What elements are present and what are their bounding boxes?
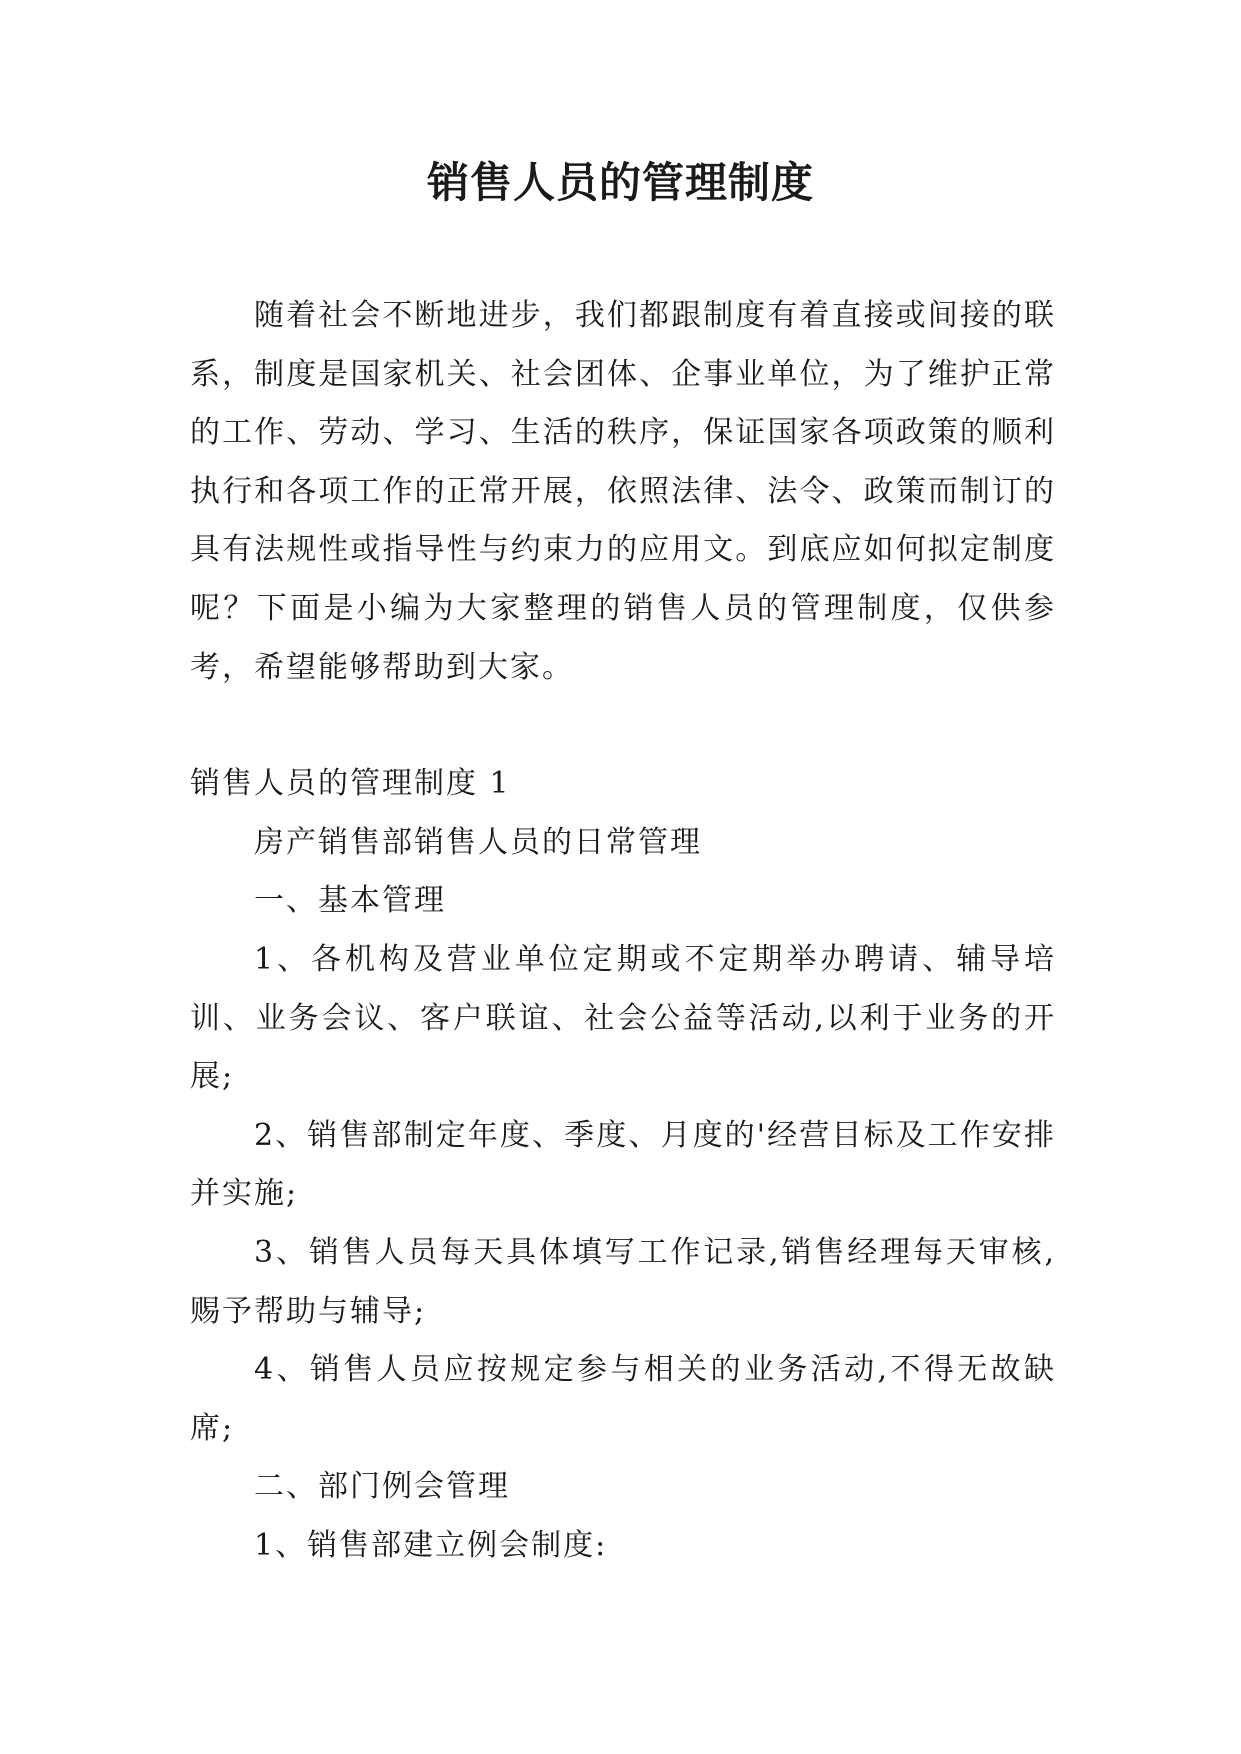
paragraph-item-4: 4、销售人员应按规定参与相关的业务活动,不得无故缺席; — [190, 1352, 1056, 1446]
document-title: 销售人员的管理制度 — [426, 158, 814, 207]
heading-meeting-management: 二、部门例会管理 — [254, 1469, 510, 1505]
intro-paragraph: 随着社会不断地进步，我们都跟制度有着直接或间接的联系，制度是国家机关、社会团体、企事业单位，为了维护正常的工作、劳动、学习、生活的秩序，保证国家各项政策的顺利执行和各项工作的正常开展，依照法律、法令、政策而制订的具有法规性或指导性与约束力的应用文。到底应如何拟定制度呢？下面是小编为大家整理的销售人员的管理制度，仅供参考，希望能够帮助到大家。 — [190, 298, 1056, 685]
paragraph-meeting-item-1: 1、销售部建立例会制度: — [254, 1527, 608, 1563]
paragraph-item-2: 2、销售部制定年度、季度、月度的'经营目标及工作安排并实施; — [190, 1117, 1056, 1212]
subtitle-paragraph: 房产销售部销售人员的日常管理 — [254, 824, 702, 860]
document-body — [190, 287, 1056, 1575]
heading-basic-management: 一、基本管理 — [254, 883, 446, 919]
paragraph-item-3: 3、销售人员每天具体填写工作记录,销售经理每天审核,赐予帮助与辅导; — [190, 1234, 1056, 1329]
section-heading: 销售人员的管理制度 1 — [190, 766, 511, 802]
paragraph-item-1: 1、各机构及营业单位定期或不定期举办聘请、辅导培训、业务会议、客户联谊、社会公益等活动,以利于业务的开展; — [190, 941, 1056, 1095]
